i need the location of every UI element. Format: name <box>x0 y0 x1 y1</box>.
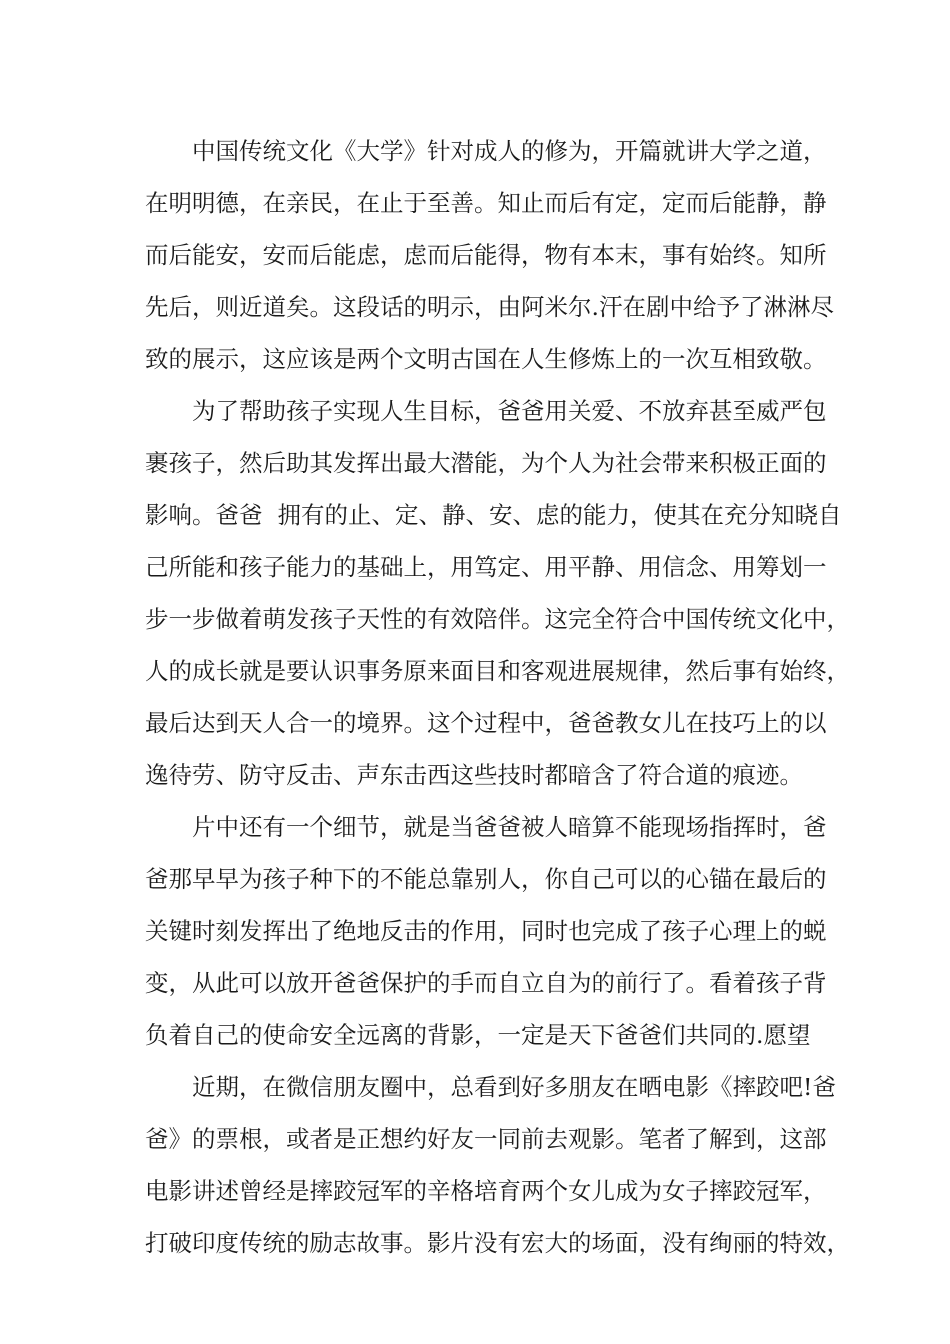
paragraph-3-line-5: 负着自己的使命安全远离的背影，一定是天下爸爸们共同的.愿望 <box>145 1021 811 1049</box>
paragraph-1-line-2: 在明明德，在亲民，在止于至善。知止而后有定，定而后能静，静 <box>145 189 827 217</box>
paragraph-3-line-4: 变，从此可以放开爸爸保护的手而自立自为的前行了。看着孩子背 <box>145 969 827 997</box>
paragraph-2-line-1: 为了帮助孩子实现人生目标，爸爸用关爱、不放弃甚至威严包 <box>192 397 827 425</box>
paragraph-2-line-5: 步一步做着萌发孩子天性的有效陪伴。这完全符合中国传统文化中， <box>145 605 850 633</box>
paragraph-2-line-3: 影响。爸爸 拥有的止、定、静、安、虑的能力，使其在充分知晓自 <box>145 501 842 529</box>
paragraph-4-line-3: 电影讲述曾经是摔跤冠军的辛格培育两个女儿成为女子摔跤冠军， <box>145 1177 827 1205</box>
paragraph-4-line-1: 近期，在微信朋友圈中，总看到好多朋友在晒电影《摔跤吧!爸 <box>192 1073 836 1101</box>
paragraph-1-line-4: 先后，则近道矣。这段话的明示，由阿米尔.汗在剧中给予了淋淋尽 <box>145 293 834 321</box>
paragraph-2-line-6: 人的成长就是要认识事务原来面目和客观进展规律，然后事有始终， <box>145 657 850 685</box>
paragraph-1-line-5: 致的展示，这应该是两个文明古国在人生修炼上的一次互相致敬。 <box>145 345 827 373</box>
paragraph-3-line-1: 片中还有一个细节，就是当爸爸被人暗算不能现场指挥时，爸 <box>192 813 827 841</box>
paragraph-4-line-4: 打破印度传统的励志故事。影片没有宏大的场面，没有绚丽的特效， <box>145 1229 850 1257</box>
paragraph-2-line-4: 己所能和孩子能力的基础上，用笃定、用平静、用信念、用筹划一 <box>145 553 827 581</box>
paragraph-3-line-2: 爸那早早为孩子种下的不能总靠别人，你自己可以的心锚在最后的 <box>145 865 827 893</box>
paragraph-3-line-3: 关键时刻发挥出了绝地反击的作用，同时也完成了孩子心理上的蜕 <box>145 917 827 945</box>
paragraph-2-line-7: 最后达到天人合一的境界。这个过程中，爸爸教女儿在技巧上的以 <box>145 709 827 737</box>
paragraph-4-line-2: 爸》的票根，或者是正想约好友一同前去观影。笔者了解到，这部 <box>145 1125 827 1153</box>
paragraph-2-line-2: 裹孩子，然后助其发挥出最大潜能，为个人为社会带来积极正面的 <box>145 449 827 477</box>
paragraph-2-line-8: 逸待劳、防守反击、声东击西这些技时都暗含了符合道的痕迹。 <box>145 761 803 789</box>
paragraph-1-line-3: 而后能安，安而后能虑，虑而后能得，物有本末，事有始终。知所 <box>145 241 827 269</box>
paragraph-1-line-1: 中国传统文化《大学》针对成人的修为，开篇就讲大学之道， <box>192 137 827 165</box>
